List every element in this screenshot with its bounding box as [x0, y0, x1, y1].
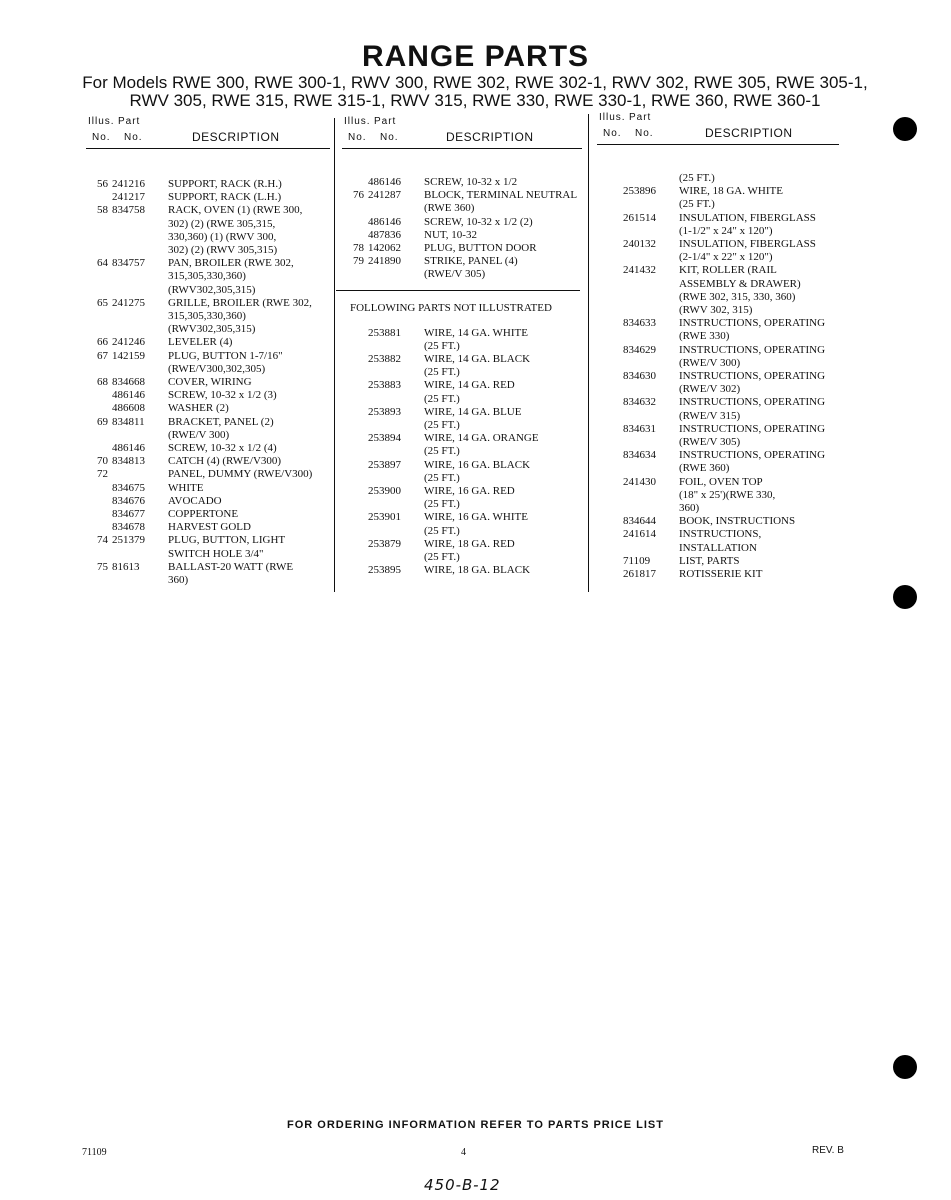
part-description: (2-1/4" x 22" x 120") [679, 251, 773, 264]
part-row [86, 218, 330, 231]
page-number: 4 [461, 1147, 466, 1158]
part-description: BALLAST-20 WATT (RWE [168, 560, 294, 573]
punch-hole-top [893, 117, 917, 141]
part-description: INSTALLATION [679, 541, 757, 554]
column-header [342, 112, 582, 152]
header-part-no: No. [635, 128, 654, 139]
part-description: (18" x 25')(RWE 330, [679, 488, 776, 501]
part-row [597, 423, 839, 436]
part-number: 834631 [623, 422, 656, 435]
part-number: 834678 [112, 521, 145, 534]
part-row [86, 270, 330, 283]
header-description: DESCRIPTION [446, 130, 534, 144]
part-description: INSTRUCTIONS, OPERATING [679, 422, 826, 435]
part-row [597, 357, 839, 370]
part-description: WIRE, 14 GA. RED [424, 379, 515, 392]
part-number: 142062 [368, 242, 401, 255]
part-number: 253879 [368, 537, 401, 550]
part-row [342, 406, 582, 419]
illus-number: 78 [353, 242, 364, 255]
part-description: (RWE/V 300) [168, 428, 230, 441]
part-row [86, 534, 330, 547]
part-description: (25 FT.) [424, 551, 460, 564]
part-description: BOOK, INSTRUCTIONS [679, 515, 796, 528]
part-row [342, 189, 582, 202]
header-illus-no: No. [92, 132, 111, 143]
part-description: PLUG, BUTTON DOOR [424, 242, 537, 255]
part-description: (RWV302,305,315) [168, 283, 256, 296]
part-number: 834811 [112, 415, 145, 428]
header-description: DESCRIPTION [192, 130, 280, 144]
part-row [342, 353, 582, 366]
part-row [597, 264, 839, 277]
part-row [342, 202, 582, 215]
part-row [86, 336, 330, 349]
part-description: WIRE, 14 GA. BLUE [424, 405, 522, 418]
part-number: 241287 [368, 189, 401, 202]
ordering-info: FOR ORDERING INFORMATION REFER TO PARTS PRICE LIST [287, 1119, 664, 1131]
part-row [342, 445, 582, 458]
part-row [86, 468, 330, 481]
part-description: WIRE, 14 GA. BLACK [424, 353, 531, 366]
illus-number: 74 [97, 534, 108, 547]
part-row [597, 212, 839, 225]
part-description: AVOCADO [168, 494, 222, 507]
part-row [86, 244, 330, 257]
part-row [597, 396, 839, 409]
part-number: 834813 [112, 455, 145, 468]
part-number: 241216 [112, 178, 145, 190]
part-row [86, 548, 330, 561]
part-description: 302) (2) (RWE 305,315, [168, 217, 276, 230]
part-description: (25 FT.) [424, 392, 460, 405]
part-number: 81613 [112, 560, 140, 573]
part-row [342, 379, 582, 392]
parts-column-2 [342, 112, 582, 577]
part-description: WIRE, 16 GA. BLACK [424, 458, 531, 471]
punch-hole-bottom [893, 1055, 917, 1079]
column-header [86, 112, 330, 152]
part-description: SUPPORT, RACK (L.H.) [168, 191, 282, 204]
illus-number: 70 [97, 455, 108, 468]
part-description: CATCH (4) (RWE/V300) [168, 455, 282, 468]
part-row [342, 459, 582, 472]
part-description: (1-1/2" x 24" x 120") [679, 224, 773, 237]
part-number: 241275 [112, 296, 145, 309]
page-title: RANGE PARTS [361, 40, 590, 73]
header-part: Part [629, 112, 652, 123]
part-description: BRACKET, PANEL (2) [168, 415, 274, 428]
header-illus: Illus. [599, 112, 626, 123]
part-description: COPPERTONE [168, 508, 239, 521]
part-description: LEVELER (4) [168, 336, 233, 349]
illus-number: 64 [97, 257, 108, 270]
part-number: 241432 [623, 264, 656, 277]
part-row [597, 304, 839, 317]
part-number: 486146 [368, 176, 401, 188]
part-number: 251379 [112, 534, 145, 547]
part-row [597, 185, 839, 198]
part-row [342, 242, 582, 255]
part-description: (RWE 360) [679, 462, 730, 475]
part-description: (25 FT.) [424, 524, 460, 537]
part-description: WIRE, 18 GA. RED [424, 537, 515, 550]
part-number: 253900 [368, 485, 401, 498]
parts-list [342, 327, 582, 578]
part-row [86, 191, 330, 204]
illus-number: 75 [97, 560, 108, 573]
part-number: 240132 [623, 238, 656, 251]
part-number: 241890 [368, 255, 401, 268]
illus-number: 72 [97, 468, 108, 481]
header-illus-no: No. [348, 132, 367, 143]
header-illus-no: No. [603, 128, 622, 139]
part-row [342, 216, 582, 229]
part-row [597, 436, 839, 449]
part-row [342, 255, 582, 268]
illus-number: 69 [97, 415, 108, 428]
column-divider [588, 114, 589, 592]
part-row [597, 172, 839, 185]
part-row [597, 449, 839, 462]
part-row [86, 402, 330, 415]
part-description: 315,305,330,360) [168, 310, 246, 323]
part-row [86, 257, 330, 270]
part-row [86, 323, 330, 336]
part-description: SUPPORT, RACK (R.H.) [168, 178, 282, 190]
part-description: (RWE/V 300) [679, 356, 741, 369]
part-description: WIRE, 16 GA. WHITE [424, 511, 528, 524]
part-row [86, 416, 330, 429]
part-row [597, 278, 839, 291]
part-row [342, 551, 582, 564]
part-description: INSTRUCTIONS, [679, 528, 762, 541]
part-row [86, 574, 330, 587]
part-row [342, 366, 582, 379]
part-row [342, 229, 582, 242]
part-row [86, 350, 330, 363]
part-number: 834677 [112, 508, 145, 521]
illus-number: 66 [97, 336, 108, 349]
part-row [86, 482, 330, 495]
document-number: 71109 [82, 1147, 107, 1158]
models-subtitle [30, 74, 920, 110]
part-description: (RWE 330) [679, 330, 730, 343]
part-description: INSULATION, FIBERGLASS [679, 238, 816, 251]
parts-list [86, 178, 330, 587]
part-row [597, 251, 839, 264]
part-row [86, 521, 330, 534]
part-number: 486146 [368, 215, 401, 228]
part-row [597, 330, 839, 343]
part-description: PLUG, BUTTON, LIGHT [168, 534, 286, 547]
part-description: STRIKE, PANEL (4) [424, 255, 518, 268]
part-row [86, 178, 330, 191]
header-rule [342, 148, 582, 149]
part-row [597, 528, 839, 541]
illus-number: 65 [97, 296, 108, 309]
part-row [86, 204, 330, 217]
part-row [597, 383, 839, 396]
part-description: 360) [168, 574, 189, 587]
part-number: 834629 [623, 343, 656, 356]
part-number: 834757 [112, 257, 145, 270]
part-number: 261817 [623, 568, 656, 581]
part-description: (25 FT.) [679, 172, 715, 184]
part-description: HARVEST GOLD [168, 521, 251, 534]
models-line-2: RWV 305, RWE 315, RWE 315-1, RWV 315, RWE 330, RWE 330-1, RWE 360, RWE 360-1 [129, 91, 821, 110]
part-description: SCREW, 10-32 x 1/2 (4) [168, 442, 277, 455]
part-description: (25 FT.) [679, 198, 715, 211]
part-number: 834676 [112, 494, 145, 507]
part-description: WHITE [168, 481, 204, 494]
part-number: 241217 [112, 191, 145, 204]
column-divider [334, 118, 335, 592]
parts-column-3 [597, 108, 839, 581]
part-description: WIRE, 18 GA. BLACK [424, 564, 531, 577]
part-description: 315,305,330,360) [168, 270, 246, 283]
part-row [342, 340, 582, 353]
parts-column-1 [86, 112, 330, 587]
part-description: SCREW, 10-32 x 1/2 (3) [168, 389, 277, 402]
part-description: SCREW, 10-32 x 1/2 [424, 176, 518, 188]
part-row [86, 455, 330, 468]
part-row [597, 489, 839, 502]
part-row [342, 525, 582, 538]
illus-number: 58 [97, 204, 108, 217]
part-number: 834632 [623, 396, 656, 409]
part-number: 261514 [623, 211, 656, 224]
part-description: GRILLE, BROILER (RWE 302, [168, 296, 312, 309]
header-part-no: No. [380, 132, 399, 143]
part-description: (RWE 360) [424, 202, 475, 215]
part-description: (RWV 302, 315) [679, 304, 753, 317]
part-row [342, 268, 582, 281]
part-row [597, 344, 839, 357]
part-description: SWITCH HOLE 3/4" [168, 547, 264, 560]
part-description: (RWE/V 305) [679, 436, 741, 449]
models-line-1: For Models RWE 300, RWE 300-1, RWV 300, RWE 302, RWE 302-1, RWV 302, RWE 305, RWE 305-1, [82, 73, 868, 92]
part-number: 253894 [368, 432, 401, 445]
part-number: 142159 [112, 349, 145, 362]
part-row [597, 225, 839, 238]
part-row [342, 327, 582, 340]
part-number: 253897 [368, 458, 401, 471]
part-number: 253901 [368, 511, 401, 524]
parts-list [597, 172, 839, 581]
part-row [597, 515, 839, 528]
part-description: (RWV302,305,315) [168, 323, 256, 336]
part-description: (RWE 302, 315, 330, 360) [679, 290, 796, 303]
part-description: PAN, BROILER (RWE 302, [168, 257, 294, 270]
part-row [342, 498, 582, 511]
part-number: 834633 [623, 317, 656, 330]
part-row [597, 476, 839, 489]
part-row [597, 291, 839, 304]
section-divider [336, 290, 580, 291]
part-number: 487836 [368, 228, 401, 241]
part-number: 241430 [623, 475, 656, 488]
header-illus: Illus. [88, 116, 115, 127]
part-row [86, 310, 330, 323]
part-row [86, 508, 330, 521]
part-description: INSTRUCTIONS, OPERATING [679, 396, 826, 409]
part-description: WIRE, 16 GA. RED [424, 485, 515, 498]
not-illustrated-heading: FOLLOWING PARTS NOT ILLUSTRATED [350, 301, 552, 314]
part-row [342, 432, 582, 445]
header-part: Part [374, 116, 397, 127]
part-description: KIT, ROLLER (RAIL [679, 264, 777, 277]
part-row [86, 442, 330, 455]
part-description: LIST, PARTS [679, 554, 740, 567]
part-description: INSTRUCTIONS, OPERATING [679, 343, 826, 356]
part-number: 253895 [368, 564, 401, 577]
illus-number: 79 [353, 255, 364, 268]
part-description: INSULATION, FIBERGLASS [679, 211, 816, 224]
column-header [597, 108, 839, 148]
header-part: Part [118, 116, 141, 127]
part-row [86, 297, 330, 310]
part-description: (25 FT.) [424, 339, 460, 352]
illus-number: 56 [97, 178, 108, 190]
part-row [86, 561, 330, 574]
part-row [86, 363, 330, 376]
part-row [86, 284, 330, 297]
part-row [342, 485, 582, 498]
part-row [342, 419, 582, 432]
part-row [342, 176, 582, 189]
part-description: (RWE/V 302) [679, 383, 741, 396]
part-description: 302) (2) (RWV 305,315) [168, 244, 278, 257]
part-number: 834644 [623, 515, 656, 528]
header-description: DESCRIPTION [705, 126, 793, 140]
part-number: 486608 [112, 402, 145, 415]
part-description: RACK, OVEN (1) (RWE 300, [168, 204, 303, 217]
part-row [597, 555, 839, 568]
part-description: (25 FT.) [424, 366, 460, 379]
part-number: 486146 [112, 389, 145, 402]
part-number: 486146 [112, 442, 145, 455]
part-description: (25 FT.) [424, 419, 460, 432]
part-description: 330,360) (1) (RWV 300, [168, 230, 277, 243]
part-number: 241246 [112, 336, 145, 349]
part-description: (RWE/V 315) [679, 409, 741, 422]
header-rule [86, 148, 330, 149]
part-row [597, 502, 839, 515]
punch-hole-middle [893, 585, 917, 609]
part-description: (25 FT.) [424, 445, 460, 458]
part-description: WIRE, 18 GA. WHITE [679, 185, 783, 198]
revision: REV. B [812, 1145, 844, 1156]
part-description: ASSEMBLY & DRAWER) [679, 277, 801, 290]
part-description: FOIL, OVEN TOP [679, 475, 763, 488]
part-row [86, 389, 330, 402]
part-description: WIRE, 14 GA. WHITE [424, 326, 528, 339]
part-number: 253881 [368, 326, 401, 339]
part-row [597, 198, 839, 211]
header-rule [597, 144, 839, 145]
part-number: 834630 [623, 370, 656, 383]
part-description: (RWE/V 305) [424, 268, 486, 281]
part-description: INSTRUCTIONS, OPERATING [679, 317, 826, 330]
part-row [597, 462, 839, 475]
part-description: (RWE/V300,302,305) [168, 362, 266, 375]
illus-number: 67 [97, 349, 108, 362]
header-part-no: No. [124, 132, 143, 143]
part-description: 360) [679, 502, 700, 515]
part-description: INSTRUCTIONS, OPERATING [679, 370, 826, 383]
part-description: SCREW, 10-32 x 1/2 (2) [424, 215, 533, 228]
part-row [597, 410, 839, 423]
part-description: PLUG, BUTTON 1-7/16" [168, 349, 283, 362]
part-description: (25 FT.) [424, 498, 460, 511]
part-row [86, 495, 330, 508]
part-row [342, 511, 582, 524]
part-number: 241614 [623, 528, 656, 541]
part-row [597, 370, 839, 383]
part-row [342, 393, 582, 406]
part-description: WASHER (2) [168, 402, 229, 415]
part-description: PANEL, DUMMY (RWE/V300) [168, 468, 313, 481]
part-row [597, 238, 839, 251]
part-description: WIRE, 14 GA. ORANGE [424, 432, 539, 445]
part-description: COVER, WIRING [168, 376, 252, 389]
part-number: 253883 [368, 379, 401, 392]
part-number: 834758 [112, 204, 145, 217]
part-row [342, 472, 582, 485]
part-row [86, 429, 330, 442]
handwritten-note: 450-B-12 [424, 1176, 501, 1194]
part-row [342, 564, 582, 577]
parts-list [342, 176, 582, 282]
part-row [342, 538, 582, 551]
part-row [597, 317, 839, 330]
part-description: (25 FT.) [424, 471, 460, 484]
part-row [597, 568, 839, 581]
part-number: 253893 [368, 405, 401, 418]
illus-number: 76 [353, 189, 364, 202]
part-number: 834668 [112, 376, 145, 389]
part-description: INSTRUCTIONS, OPERATING [679, 449, 826, 462]
part-row [86, 231, 330, 244]
header-illus: Illus. [344, 116, 371, 127]
part-description: NUT, 10-32 [424, 228, 477, 241]
part-number: 834634 [623, 449, 656, 462]
part-row [86, 376, 330, 389]
part-number: 253896 [623, 185, 656, 198]
illus-number: 68 [97, 376, 108, 389]
part-number: 834675 [112, 481, 145, 494]
part-row [597, 542, 839, 555]
part-description: ROTISSERIE KIT [679, 568, 763, 581]
part-number: 253882 [368, 353, 401, 366]
part-description: BLOCK, TERMINAL NEUTRAL [424, 189, 578, 202]
part-number: 71109 [623, 554, 651, 567]
